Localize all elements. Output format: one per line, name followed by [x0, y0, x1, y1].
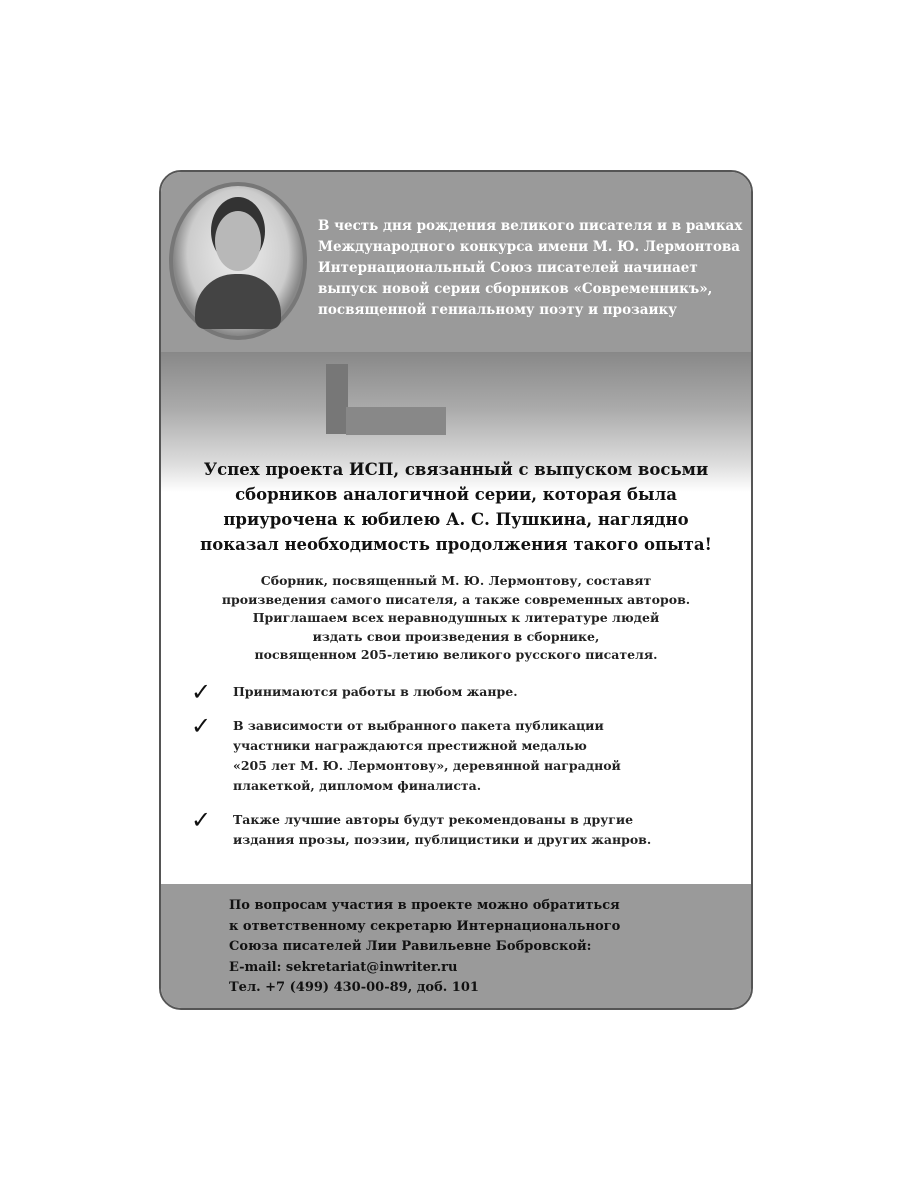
list-item: [191, 806, 731, 850]
description: [161, 572, 751, 665]
intro-line: Интернациональный Союз писателей начинает: [318, 260, 698, 276]
list-item-line: издания прозы, поэзии, публицистики и других жанров.: [233, 832, 652, 847]
checkmark-icon: ✓: [191, 806, 212, 834]
list-item-line: Также лучшие авторы будут рекомендованы в другие: [233, 812, 634, 827]
intro-line: В честь дня рождения великого писателя и в рамках: [318, 218, 743, 234]
announcement-card: [159, 170, 753, 1010]
checkmark-icon: ✓: [191, 712, 212, 740]
checkmark-icon: ✓: [191, 678, 212, 706]
contact-line: к ответственному секретарю Интернационального: [229, 918, 621, 934]
list-item-line: плакеткой, дипломом финалиста.: [233, 778, 482, 793]
description-line: произведения самого писателя, а также современных авторов.: [221, 591, 691, 607]
list-item-line: «205 лет М. Ю. Лермонтову», деревянной наградной: [233, 758, 621, 773]
contact-phone: Тел. +7 (499) 430-00-89, доб. 101: [229, 980, 479, 995]
lermontov-portrait: [169, 182, 307, 340]
contact-band: [161, 884, 751, 1008]
list-item: [191, 678, 731, 706]
intro-text: [318, 216, 748, 321]
list-item-line: участники награждаются престижной медалью: [233, 738, 587, 753]
headline-line: приурочена к юбилею А. С. Пушкина, наглядно: [223, 510, 689, 529]
benefits-list: [191, 678, 731, 864]
contact-line: По вопросам участия в проекте можно обратиться: [229, 898, 620, 913]
description-line: Приглашаем всех неравнодушных к литературе людей: [252, 610, 660, 625]
contact-email[interactable]: E-mail: sekretariat@inwriter.ru: [229, 959, 458, 975]
intro-line: выпуск новой серии сборников «Современникъ»,: [318, 281, 713, 297]
headline: [161, 457, 751, 557]
headline-line: Успех проекта ИСП, связанный с выпуском восьми: [203, 460, 709, 479]
intro-line: Международного конкурса имени М. Ю. Лермонтова: [318, 239, 740, 255]
description-line: издать свои произведения в сборнике,: [312, 628, 600, 644]
list-item-line: В зависимости от выбранного пакета публикации: [233, 718, 604, 733]
contact-line: Союза писателей Лии Равильевне Бобровской:: [229, 939, 592, 954]
header-band: [161, 172, 751, 352]
description-line: посвященном 205-летию великого русского писателя.: [254, 647, 658, 662]
list-item-line: Принимаются работы в любом жанре.: [233, 684, 518, 699]
contact-info: [229, 896, 620, 999]
list-item: [191, 712, 731, 796]
headline-line: показал необходимость продолжения такого опыта!: [200, 535, 712, 554]
description-line: Сборник, посвященный М. Ю. Лермонтову, составят: [260, 573, 652, 588]
intro-line: посвященной гениальному поэту и прозаику: [318, 302, 677, 318]
headline-line: сборников аналогичной серии, которая была: [235, 485, 677, 504]
